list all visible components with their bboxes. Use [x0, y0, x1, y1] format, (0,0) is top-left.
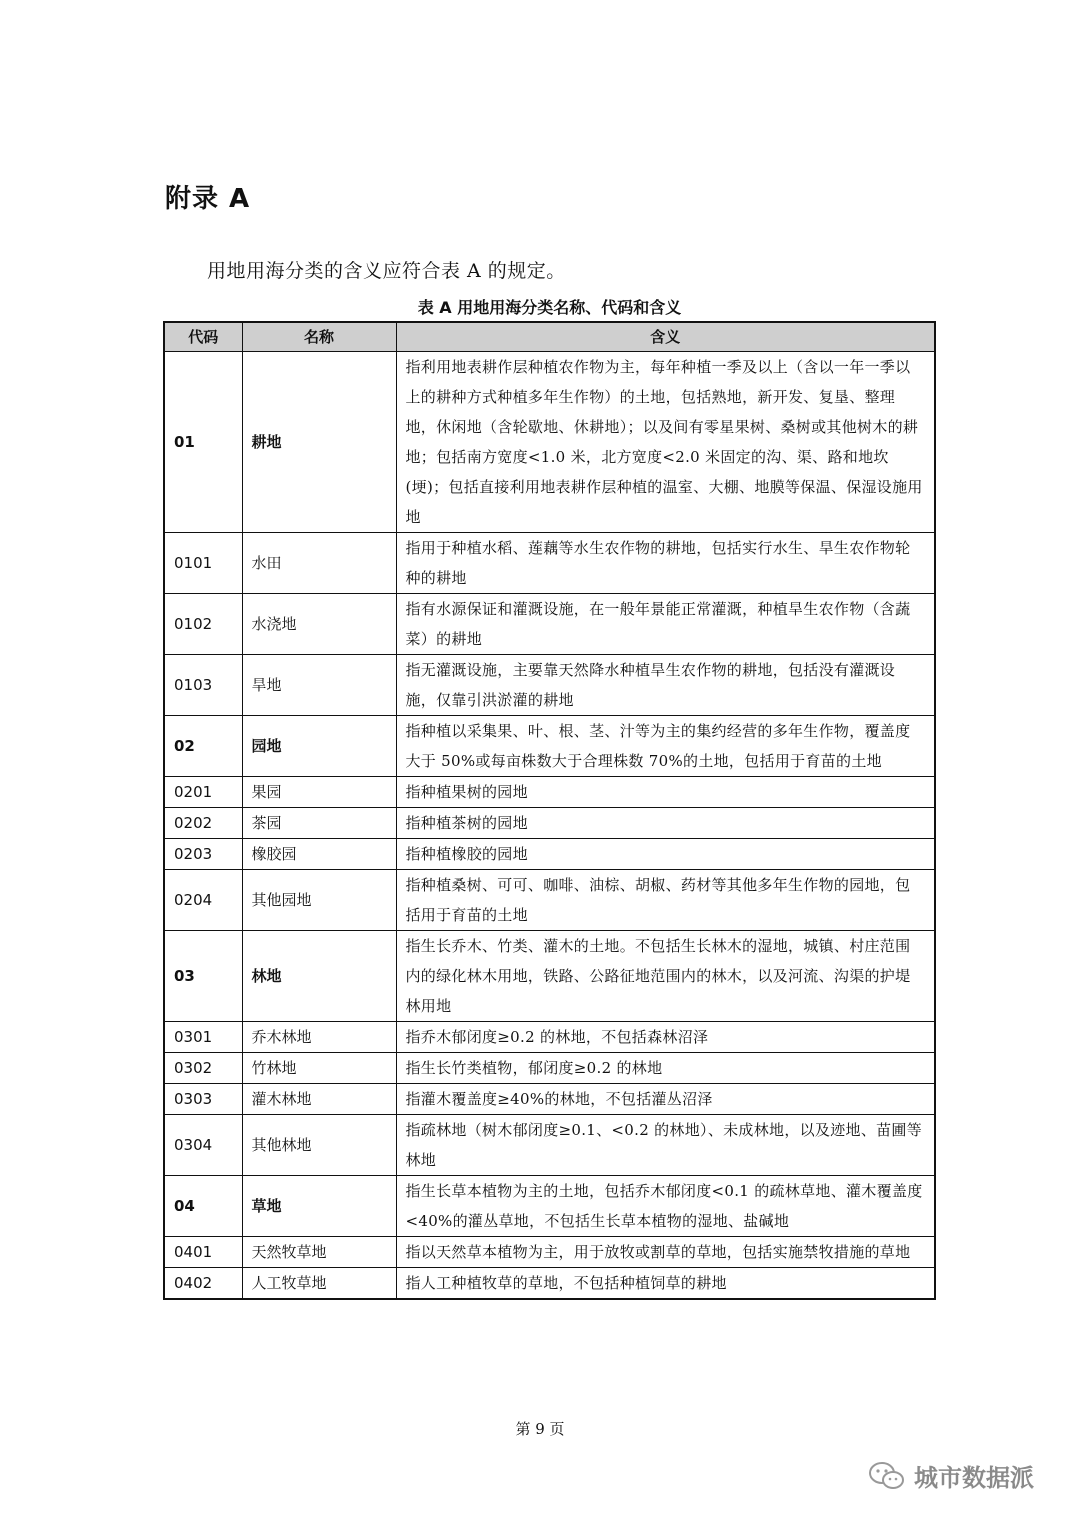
name-cell: 耕地	[242, 351, 396, 532]
name-cell: 旱地	[242, 654, 396, 715]
table-row	[164, 1114, 935, 1175]
appendix-heading: 附录 A	[165, 184, 251, 214]
watermark-text: 城市数据派	[914, 1464, 1034, 1492]
code-cell: 0204	[164, 869, 242, 930]
code-cell: 0203	[164, 838, 242, 869]
name-cell: 橡胶园	[242, 838, 396, 869]
watermark	[868, 1458, 1034, 1493]
meaning-cell: 指生长竹类植物，郁闭度≥0.2 的林地	[396, 1052, 935, 1083]
code-cell: 0201	[164, 776, 242, 807]
meaning-cell: 指利用地表耕作层种植农作物为主，每年种植一季及以上（含以一年一季以上的耕种方式种植多年生作物）的土地，包括熟地，新开发、复垦、整理地，休闲地（含轮歇地、休耕地）；以及间有零星果树、桑树或其他树木的耕地；包括南方宽度<1.0 米，北方宽度<2.0 米固定的沟、渠、路和地坎(埂)；包括直接利用地表耕作层种植的温室、大棚、地膜等保温、保湿设施用地	[396, 351, 935, 532]
name-cell: 其他林地	[242, 1114, 396, 1175]
meaning-cell: 指有水源保证和灌溉设施，在一般年景能正常灌溉，种植旱生农作物（含蔬菜）的耕地	[396, 593, 935, 654]
name-cell: 园地	[242, 715, 396, 776]
table-row	[164, 1052, 935, 1083]
table-row	[164, 715, 935, 776]
table-row	[164, 838, 935, 869]
table-row	[164, 593, 935, 654]
table-caption: 表 A 用地用海分类名称、代码和含义	[417, 298, 682, 317]
code-cell: 0102	[164, 593, 242, 654]
code-cell: 0301	[164, 1021, 242, 1052]
meaning-cell: 指用于种植水稻、莲藕等水生农作物的耕地，包括实行水生、旱生农作物轮种的耕地	[396, 532, 935, 593]
code-cell: 0103	[164, 654, 242, 715]
page-number: 第 9 页	[515, 1420, 565, 1438]
name-cell: 其他园地	[242, 869, 396, 930]
table-row	[164, 869, 935, 930]
name-cell: 竹林地	[242, 1052, 396, 1083]
code-cell: 0303	[164, 1083, 242, 1114]
table-row	[164, 1083, 935, 1114]
code-cell: 04	[164, 1175, 242, 1236]
meaning-cell: 指种植桑树、可可、咖啡、油棕、胡椒、药材等其他多年生作物的园地，包括用于育苗的土地	[396, 869, 935, 930]
name-cell: 天然牧草地	[242, 1236, 396, 1267]
header-name: 名称	[242, 322, 396, 351]
name-cell: 灌木林地	[242, 1083, 396, 1114]
meaning-cell: 指种植茶树的园地	[396, 807, 935, 838]
code-cell: 01	[164, 351, 242, 532]
code-cell: 03	[164, 930, 242, 1021]
meaning-cell: 指生长乔木、竹类、灌木的土地。不包括生长林木的湿地，城镇、村庄范围内的绿化林木用地，铁路、公路征地范围内的林木，以及河流、沟渠的护堤林用地	[396, 930, 935, 1021]
table-row	[164, 654, 935, 715]
meaning-cell: 指生长草本植物为主的土地，包括乔木郁闭度<0.1 的疏林草地、灌木覆盖度<40%的灌丛草地，不包括生长草本植物的湿地、盐碱地	[396, 1175, 935, 1236]
header-code: 代码	[164, 322, 242, 351]
name-cell: 果园	[242, 776, 396, 807]
header-meaning: 含义	[396, 322, 935, 351]
table-body	[164, 351, 935, 1299]
table-row	[164, 1175, 935, 1236]
name-cell: 乔木林地	[242, 1021, 396, 1052]
code-cell: 0101	[164, 532, 242, 593]
meaning-cell: 指种植果树的园地	[396, 776, 935, 807]
name-cell: 水浇地	[242, 593, 396, 654]
table-row	[164, 1021, 935, 1052]
meaning-cell: 指疏林地（树木郁闭度≥0.1、<0.2 的林地）、未成林地，以及迹地、苗圃等林地	[396, 1114, 935, 1175]
meaning-cell: 指以天然草本植物为主，用于放牧或割草的草地，包括实施禁牧措施的草地	[396, 1236, 935, 1267]
meaning-cell: 指种植橡胶的园地	[396, 838, 935, 869]
meaning-cell: 指种植以采集果、叶、根、茎、汁等为主的集约经营的多年生作物，覆盖度大于 50%或每亩株数大于合理株数 70%的土地，包括用于育苗的土地	[396, 715, 935, 776]
meaning-cell: 指无灌溉设施，主要靠天然降水种植旱生农作物的耕地，包括没有灌溉设施，仅靠引洪淤灌的耕地	[396, 654, 935, 715]
code-cell: 0302	[164, 1052, 242, 1083]
table-row	[164, 930, 935, 1021]
table-row	[164, 776, 935, 807]
table-row	[164, 351, 935, 532]
table-row	[164, 532, 935, 593]
meaning-cell: 指乔木郁闭度≥0.2 的林地，不包括森林沼泽	[396, 1021, 935, 1052]
code-cell: 02	[164, 715, 242, 776]
classification-table	[163, 321, 936, 1300]
meaning-cell: 指灌木覆盖度≥40%的林地，不包括灌丛沼泽	[396, 1083, 935, 1114]
name-cell: 草地	[242, 1175, 396, 1236]
name-cell: 人工牧草地	[242, 1267, 396, 1299]
table-row	[164, 807, 935, 838]
table-header-row	[164, 322, 935, 351]
code-cell: 0401	[164, 1236, 242, 1267]
wechat-icon	[868, 1461, 906, 1491]
name-cell: 水田	[242, 532, 396, 593]
name-cell: 林地	[242, 930, 396, 1021]
name-cell: 茶园	[242, 807, 396, 838]
code-cell: 0402	[164, 1267, 242, 1299]
intro-paragraph: 用地用海分类的含义应符合表 A 的规定。	[207, 260, 566, 282]
code-cell: 0304	[164, 1114, 242, 1175]
table-row	[164, 1267, 935, 1299]
code-cell: 0202	[164, 807, 242, 838]
meaning-cell: 指人工种植牧草的草地，不包括种植饲草的耕地	[396, 1267, 935, 1299]
table-row	[164, 1236, 935, 1267]
